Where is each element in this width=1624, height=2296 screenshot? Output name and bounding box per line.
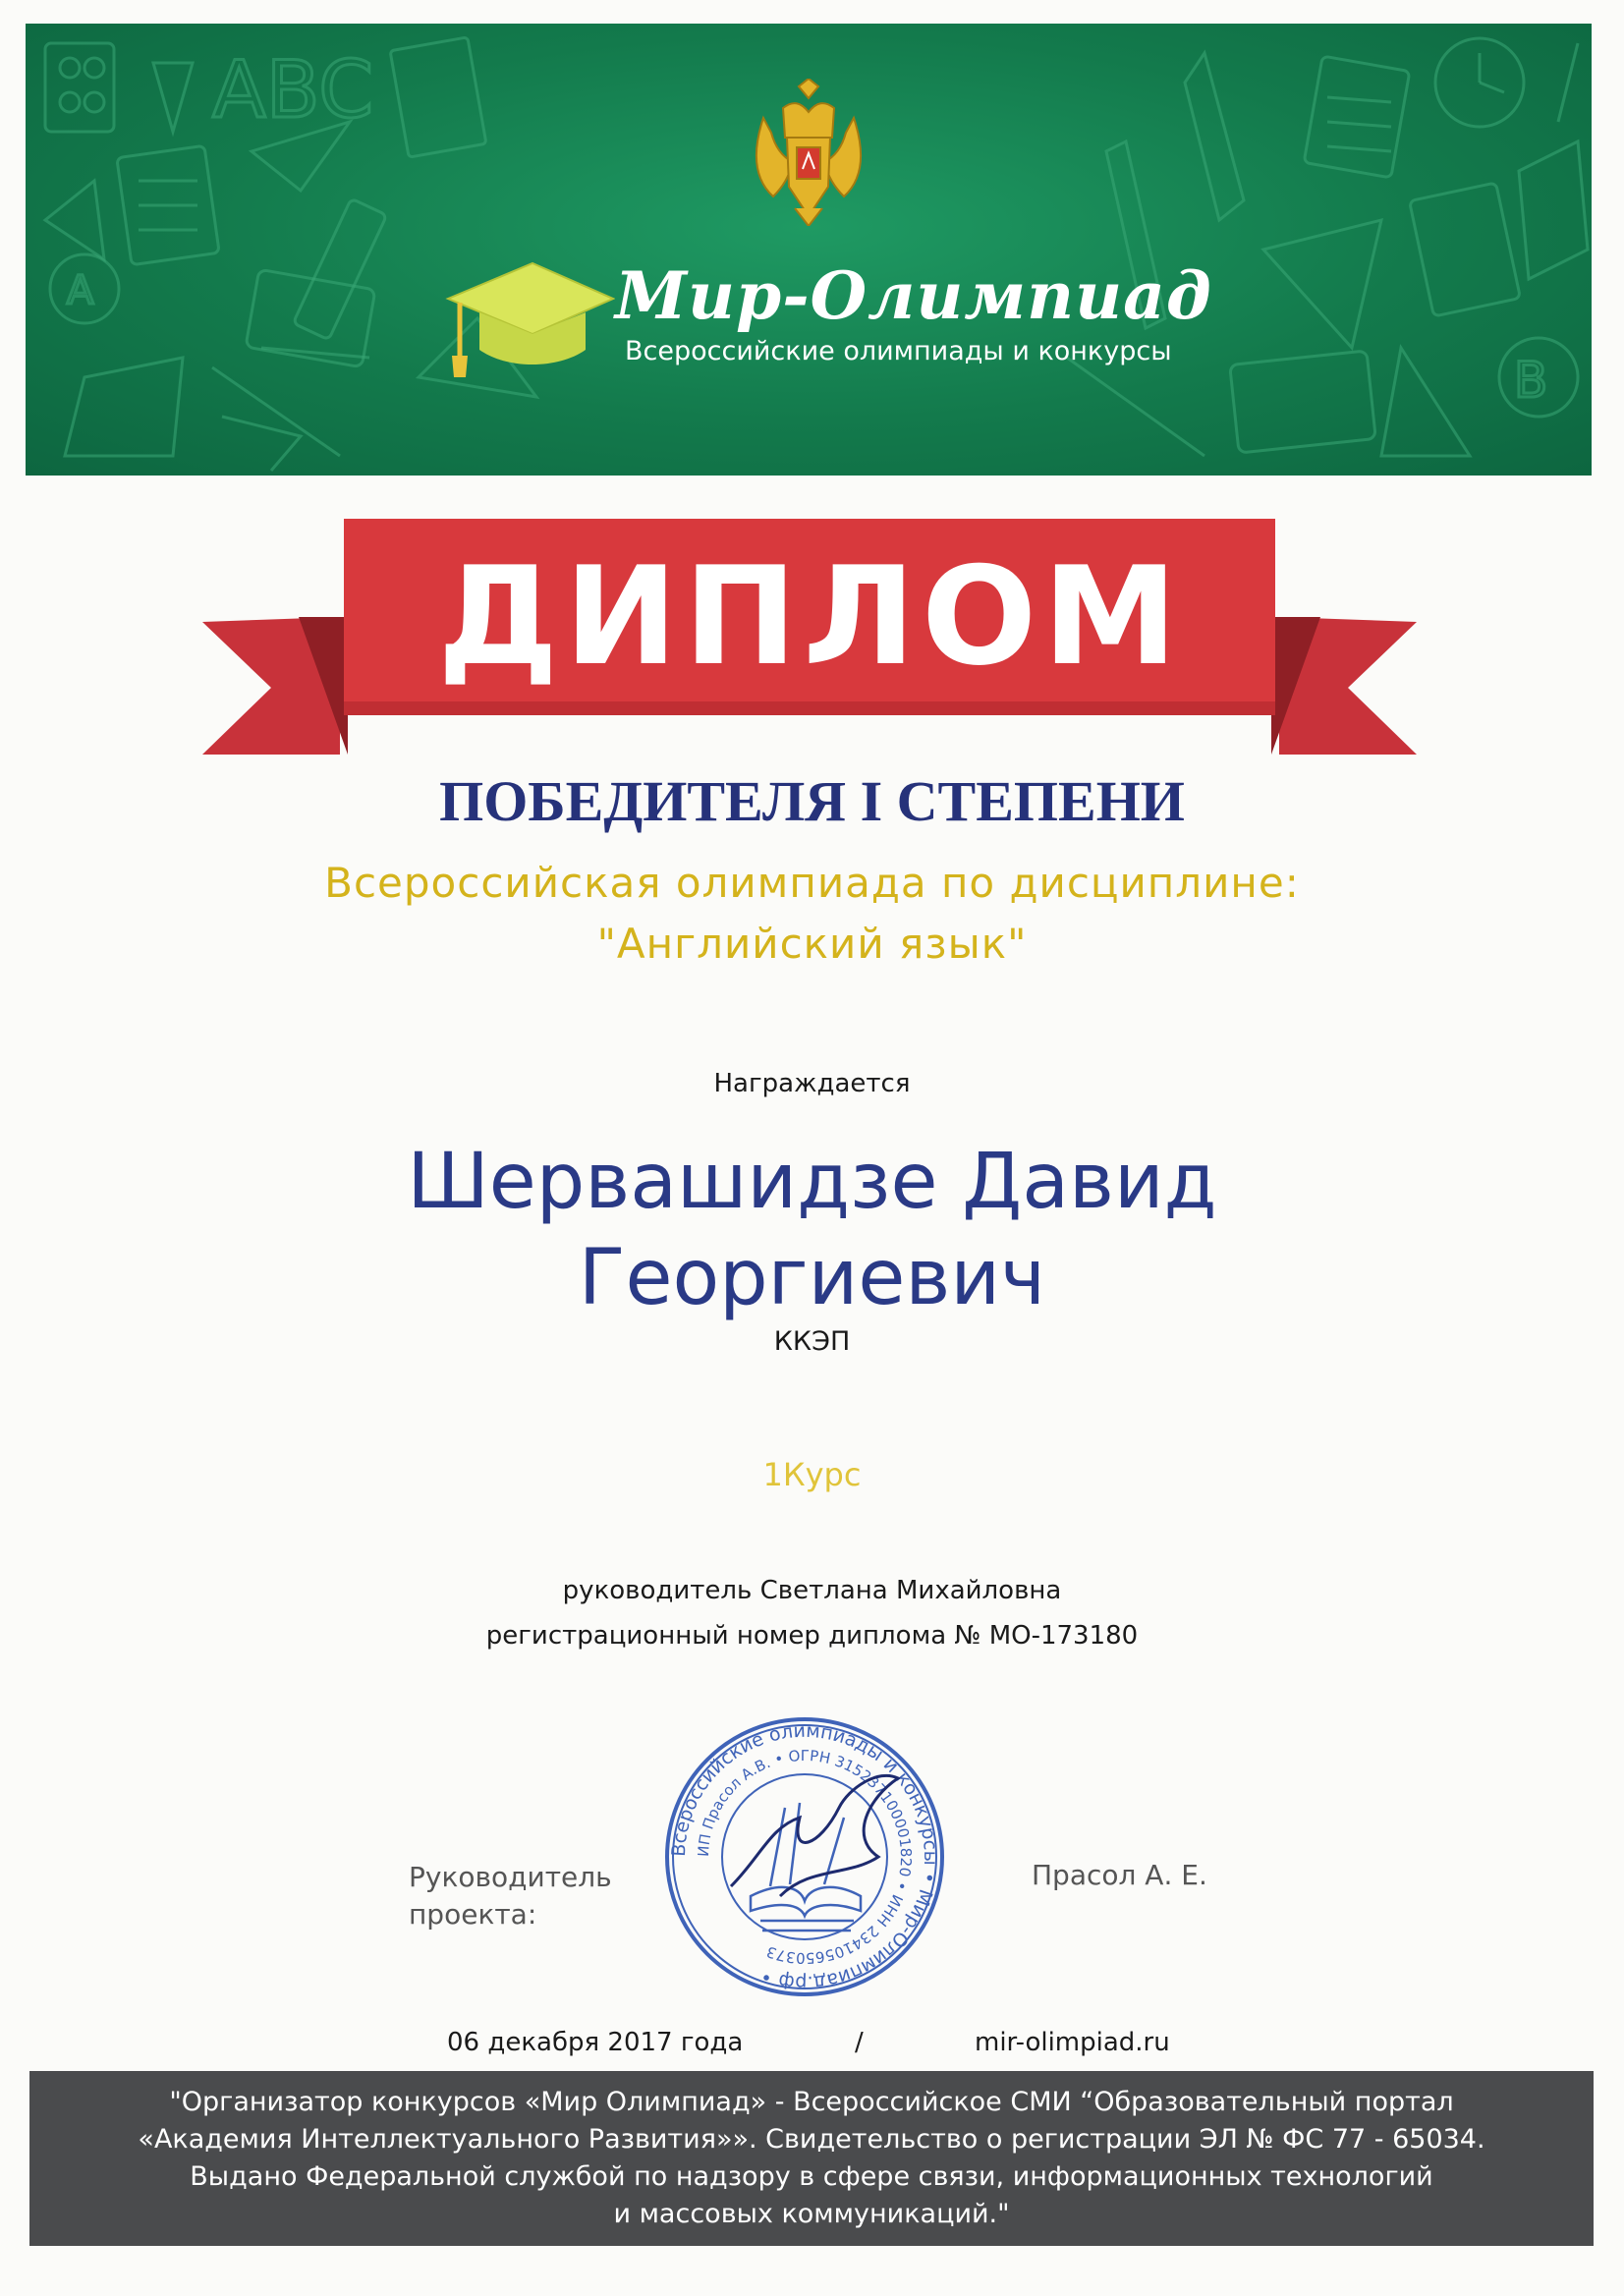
brand-tagline: Всероссийские олимпиады и конкурсы <box>625 336 1172 366</box>
footer-line-2: «Академия Интеллектуального Развития»». Свидетельство о регистрации ЭЛ № ФС 77 - 65034. <box>138 2124 1485 2155</box>
recipient-name-line-1: Шервашидзе Давид <box>407 1138 1217 1226</box>
website-url: mir-olimpiad.ru <box>975 2028 1170 2057</box>
stamp-inner-text: ИП Прасол А.В. • ОГРН 315237100001820 • ИНН 234105650373 <box>694 1746 916 1968</box>
coat-of-arms-emblem <box>744 79 873 226</box>
signature-label: Руководитель проекта: <box>409 1861 612 1931</box>
supervisor-line: руководитель Светлана Михайловна <box>562 1576 1062 1605</box>
degree-heading: ПОБЕДИТЕЛЯ I СТЕПЕНИ <box>439 769 1185 833</box>
svg-text:ABC: ABC <box>212 44 374 136</box>
date-separator: / <box>855 2028 864 2057</box>
official-stamp <box>652 1709 957 2004</box>
svg-text:B: B <box>1514 352 1548 409</box>
stamp-outer-text: Всероссийские олимпиады и конкурсы • Мир-Олимпиад.рф • <box>667 1719 942 1994</box>
diploma-title: ДИПЛОМ <box>437 537 1184 696</box>
brand-name: Мир-Олимпиад <box>615 257 1212 334</box>
footer-line-4: и массовых коммуникаций." <box>613 2199 1010 2229</box>
recipient-name-line-2: Георгиевич <box>578 1234 1046 1322</box>
footer-line-1: "Организатор конкурсов «Мир Олимпиад» - Всероссийское СМИ “Образовательный портал <box>169 2087 1454 2117</box>
awarded-label: Награждается <box>713 1069 911 1098</box>
svg-text:A: A <box>67 268 94 313</box>
registration-number: регистрационный номер диплома № МО-173180 <box>485 1621 1139 1651</box>
footer-line-3: Выдано Федеральной службой по надзору в сфере связи, информационных технологий <box>190 2161 1433 2192</box>
course-label: 1Курс <box>762 1456 862 1493</box>
recipient-institution: ККЭП <box>773 1326 851 1357</box>
signature-name: Прасол А. Е. <box>1032 1859 1207 1891</box>
issue-date: 06 декабря 2017 года <box>447 2028 744 2057</box>
olympiad-line-1: Всероссийская олимпиада по дисциплине: <box>324 859 1300 907</box>
graduation-cap-icon <box>438 248 615 385</box>
olympiad-discipline: "Английский язык" <box>596 920 1028 968</box>
